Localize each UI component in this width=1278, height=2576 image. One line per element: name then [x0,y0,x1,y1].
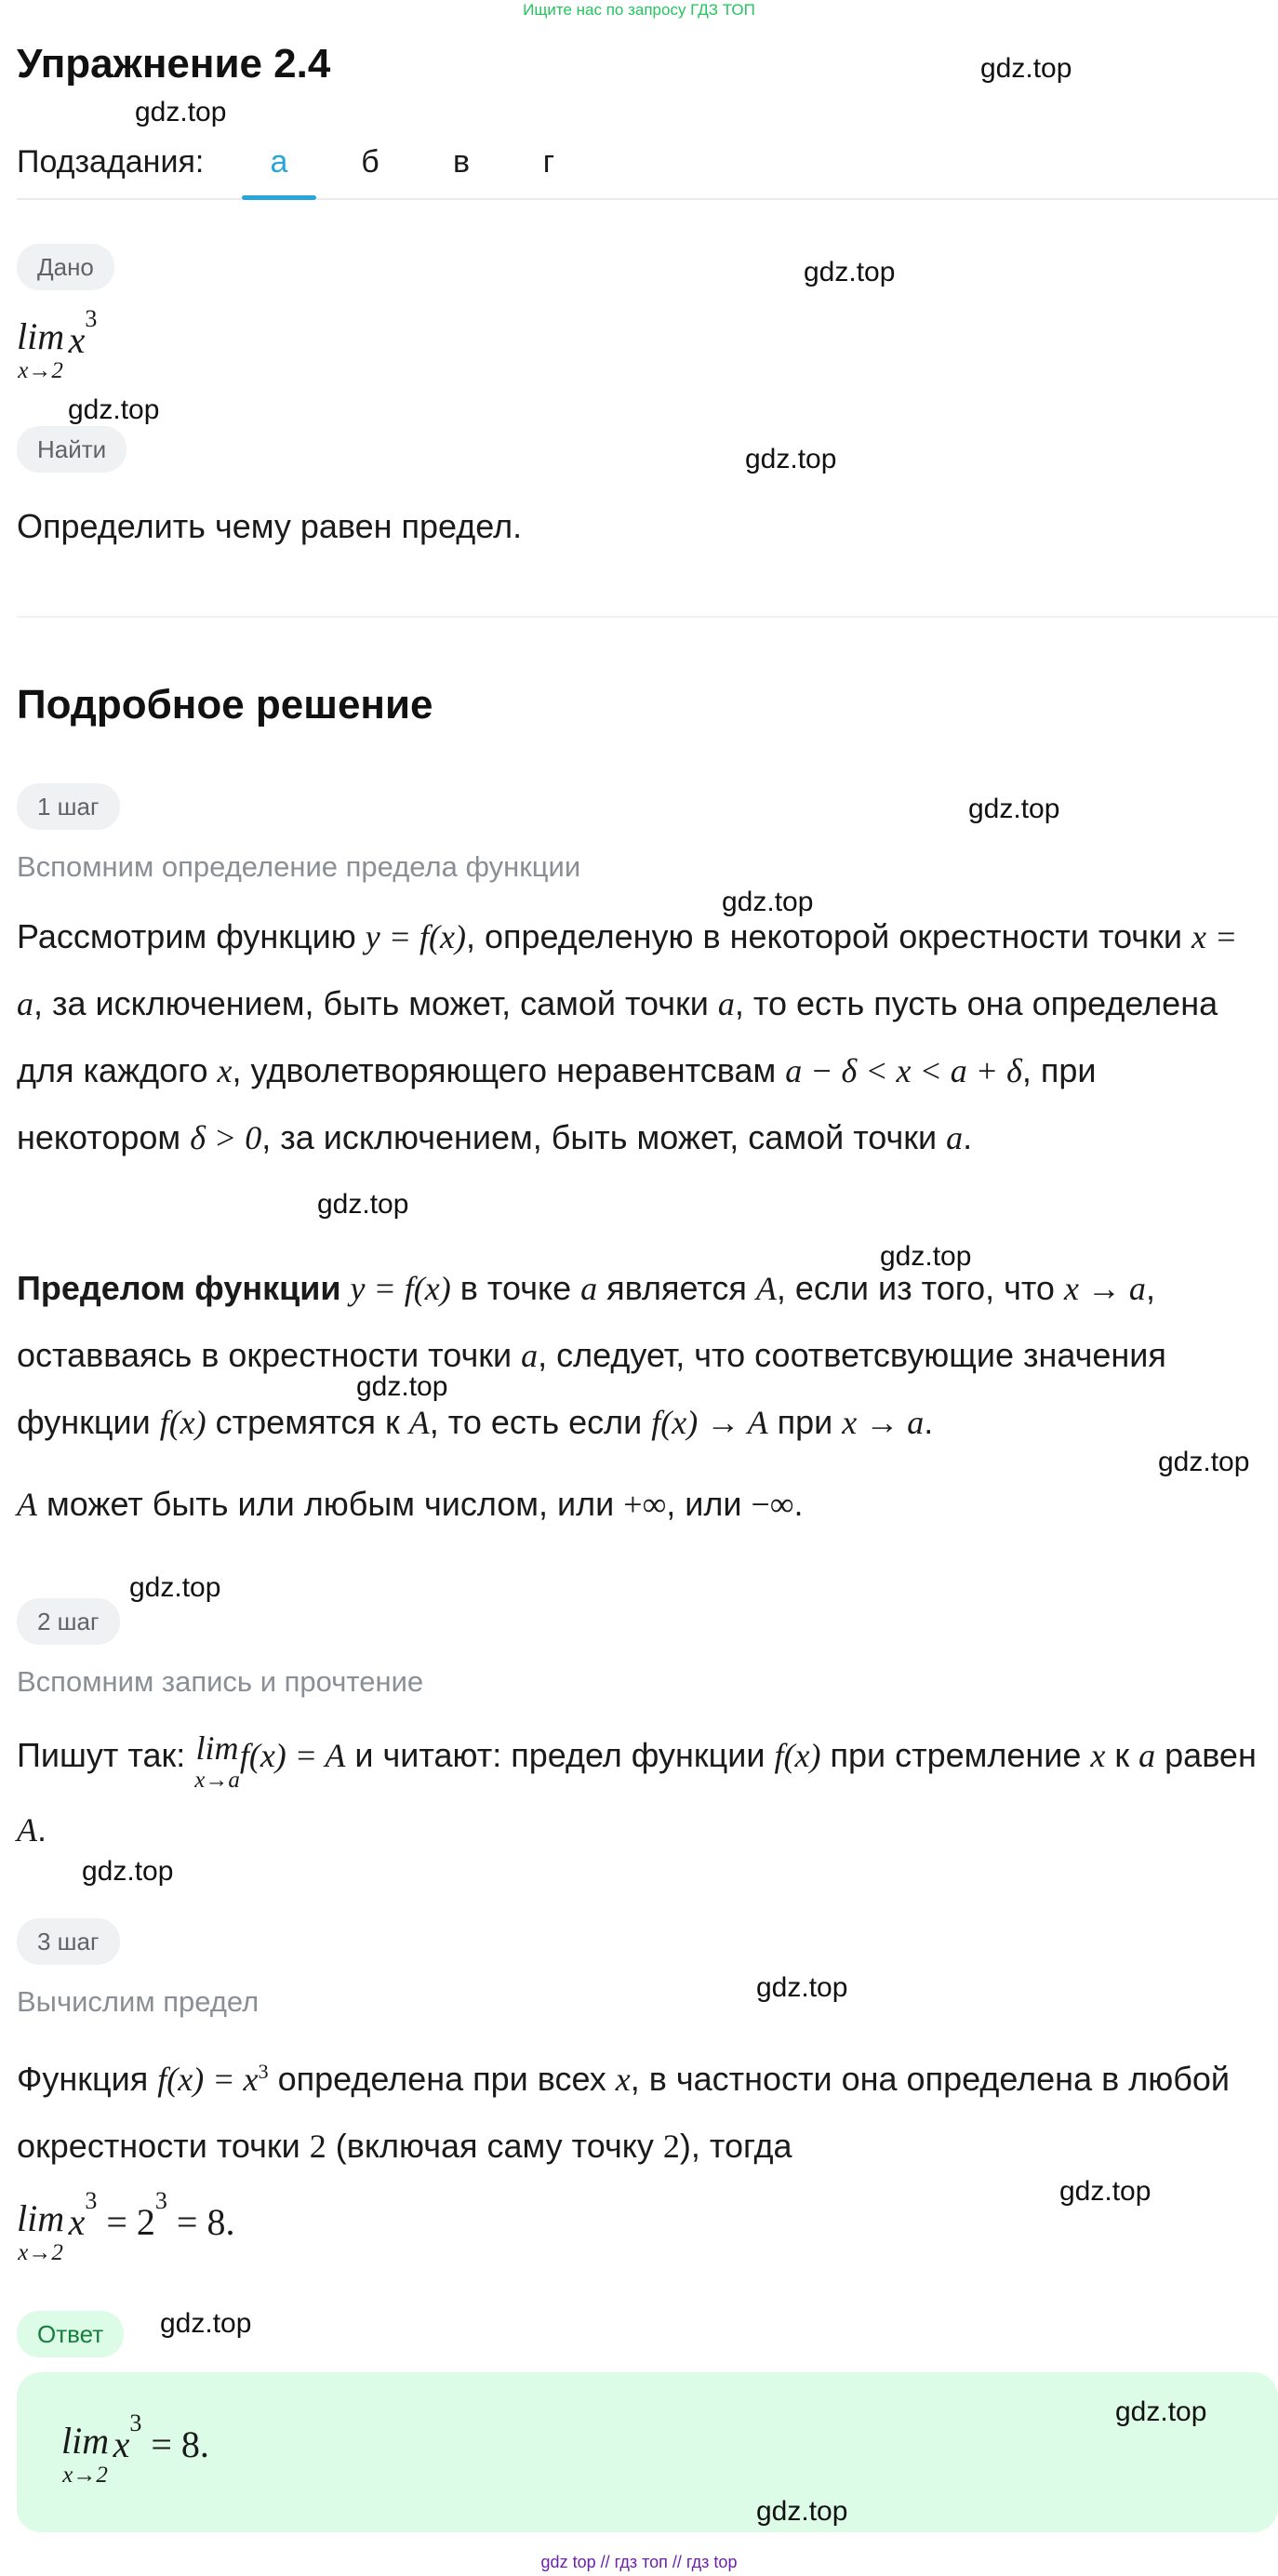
active-tab-indicator [242,195,316,200]
answer-badge: Ответ [17,2311,124,2357]
subtasks-label: Подзадания: [17,144,205,180]
watermark: gdz.top [1115,2396,1207,2427]
watermark: gdz.top [160,2308,252,2339]
limit-operator: lim x→2 [17,315,65,383]
tab-a[interactable]: а [270,144,288,180]
watermark: gdz.top [68,394,160,425]
step1-badge: 1 шаг [17,783,120,830]
watermark: gdz.top [968,794,1060,824]
section-divider [17,616,1278,618]
limit-operator: lim x→a [194,1729,240,1793]
footer-links[interactable]: gdz top // гдз топ // гдз top [540,2553,738,2571]
step3-badge: 3 шаг [17,1918,120,1965]
watermark: gdz.top [980,53,1072,84]
step1-paragraph3: A может быть или любым числом, или +∞, или −∞. [17,1485,804,1523]
limit-operator: lim x→2 [61,2420,110,2488]
find-text: Определить чему равен предел. [17,507,523,545]
tab-g[interactable]: г [542,144,555,180]
solution-title: Подробное решение [17,682,433,727]
watermark: gdz.top [356,1371,448,1402]
watermark: gdz.top [722,887,814,917]
given-formula: lim x→2 $x^3$ [17,304,98,383]
step3-formula: lim x→2 $x^3 = 2^3 = 8$. [17,2186,235,2265]
answer-formula: lim x→2 $x^3 = 8$. [61,2409,209,2488]
watermark: gdz.top [804,257,896,287]
step2-badge: 2 шаг [17,1598,120,1645]
watermark: gdz.top [1059,2176,1152,2207]
top-banner[interactable]: Ищите нас по запросу ГДЗ ТОП [523,1,755,19]
watermark: gdz.top [129,1572,221,1603]
step2-hint: Вспомним запись и прочтение [17,1665,424,1698]
watermark: gdz.top [135,97,227,127]
tab-v[interactable]: в [452,144,471,180]
watermark: gdz.top [880,1241,972,1272]
page-title: Упражнение 2.4 [17,41,331,87]
watermark: gdz.top [317,1189,409,1220]
step3-paragraph: Функция $f(x) = x^3$ определена при всех x, в частности она определена в любой окрестности точки 2 (включая саму точку 2), тогда [17,2060,1230,2165]
step1-hint: Вспомним определение предела функции [17,850,581,883]
step2-paragraph: Пишут так: lim x→a f(x) = A и читают: предел функции f(x) при стремление x к a равен A. [17,1729,1257,1849]
given-badge: Дано [17,244,114,290]
watermark: gdz.top [82,1856,174,1887]
find-badge: Найти [17,426,126,473]
watermark: gdz.top [756,2496,848,2527]
step1-paragraph1: Рассмотрим функцию y = f(x), определеную в некоторой окрестности точки x = a, за исключением, быть может, самой точки a, то есть пусть она определена для каждого x, удволетворяющего неравентсвам a − δ < x < a + δ, при некотором δ > 0, за исключением, быть может, самой точки a. [17,917,1238,1156]
tab-b[interactable]: б [361,144,379,180]
step1-paragraph2: Пределом функции y = f(x) в точке a является A, если из того, что x → a, оставваясь в окрестности точки a, следует, что соответсвующие значения функции f(x) стремятся к A, то есть если f(x) → A при x → a. [17,1269,1166,1441]
watermark: gdz.top [756,1972,848,2003]
step3-hint: Вычислим предел [17,1985,260,2018]
watermark: gdz.top [745,444,837,474]
tabs-divider [17,198,1278,200]
limit-operator: lim x→2 [17,2197,65,2265]
watermark: gdz.top [1158,1447,1250,1477]
